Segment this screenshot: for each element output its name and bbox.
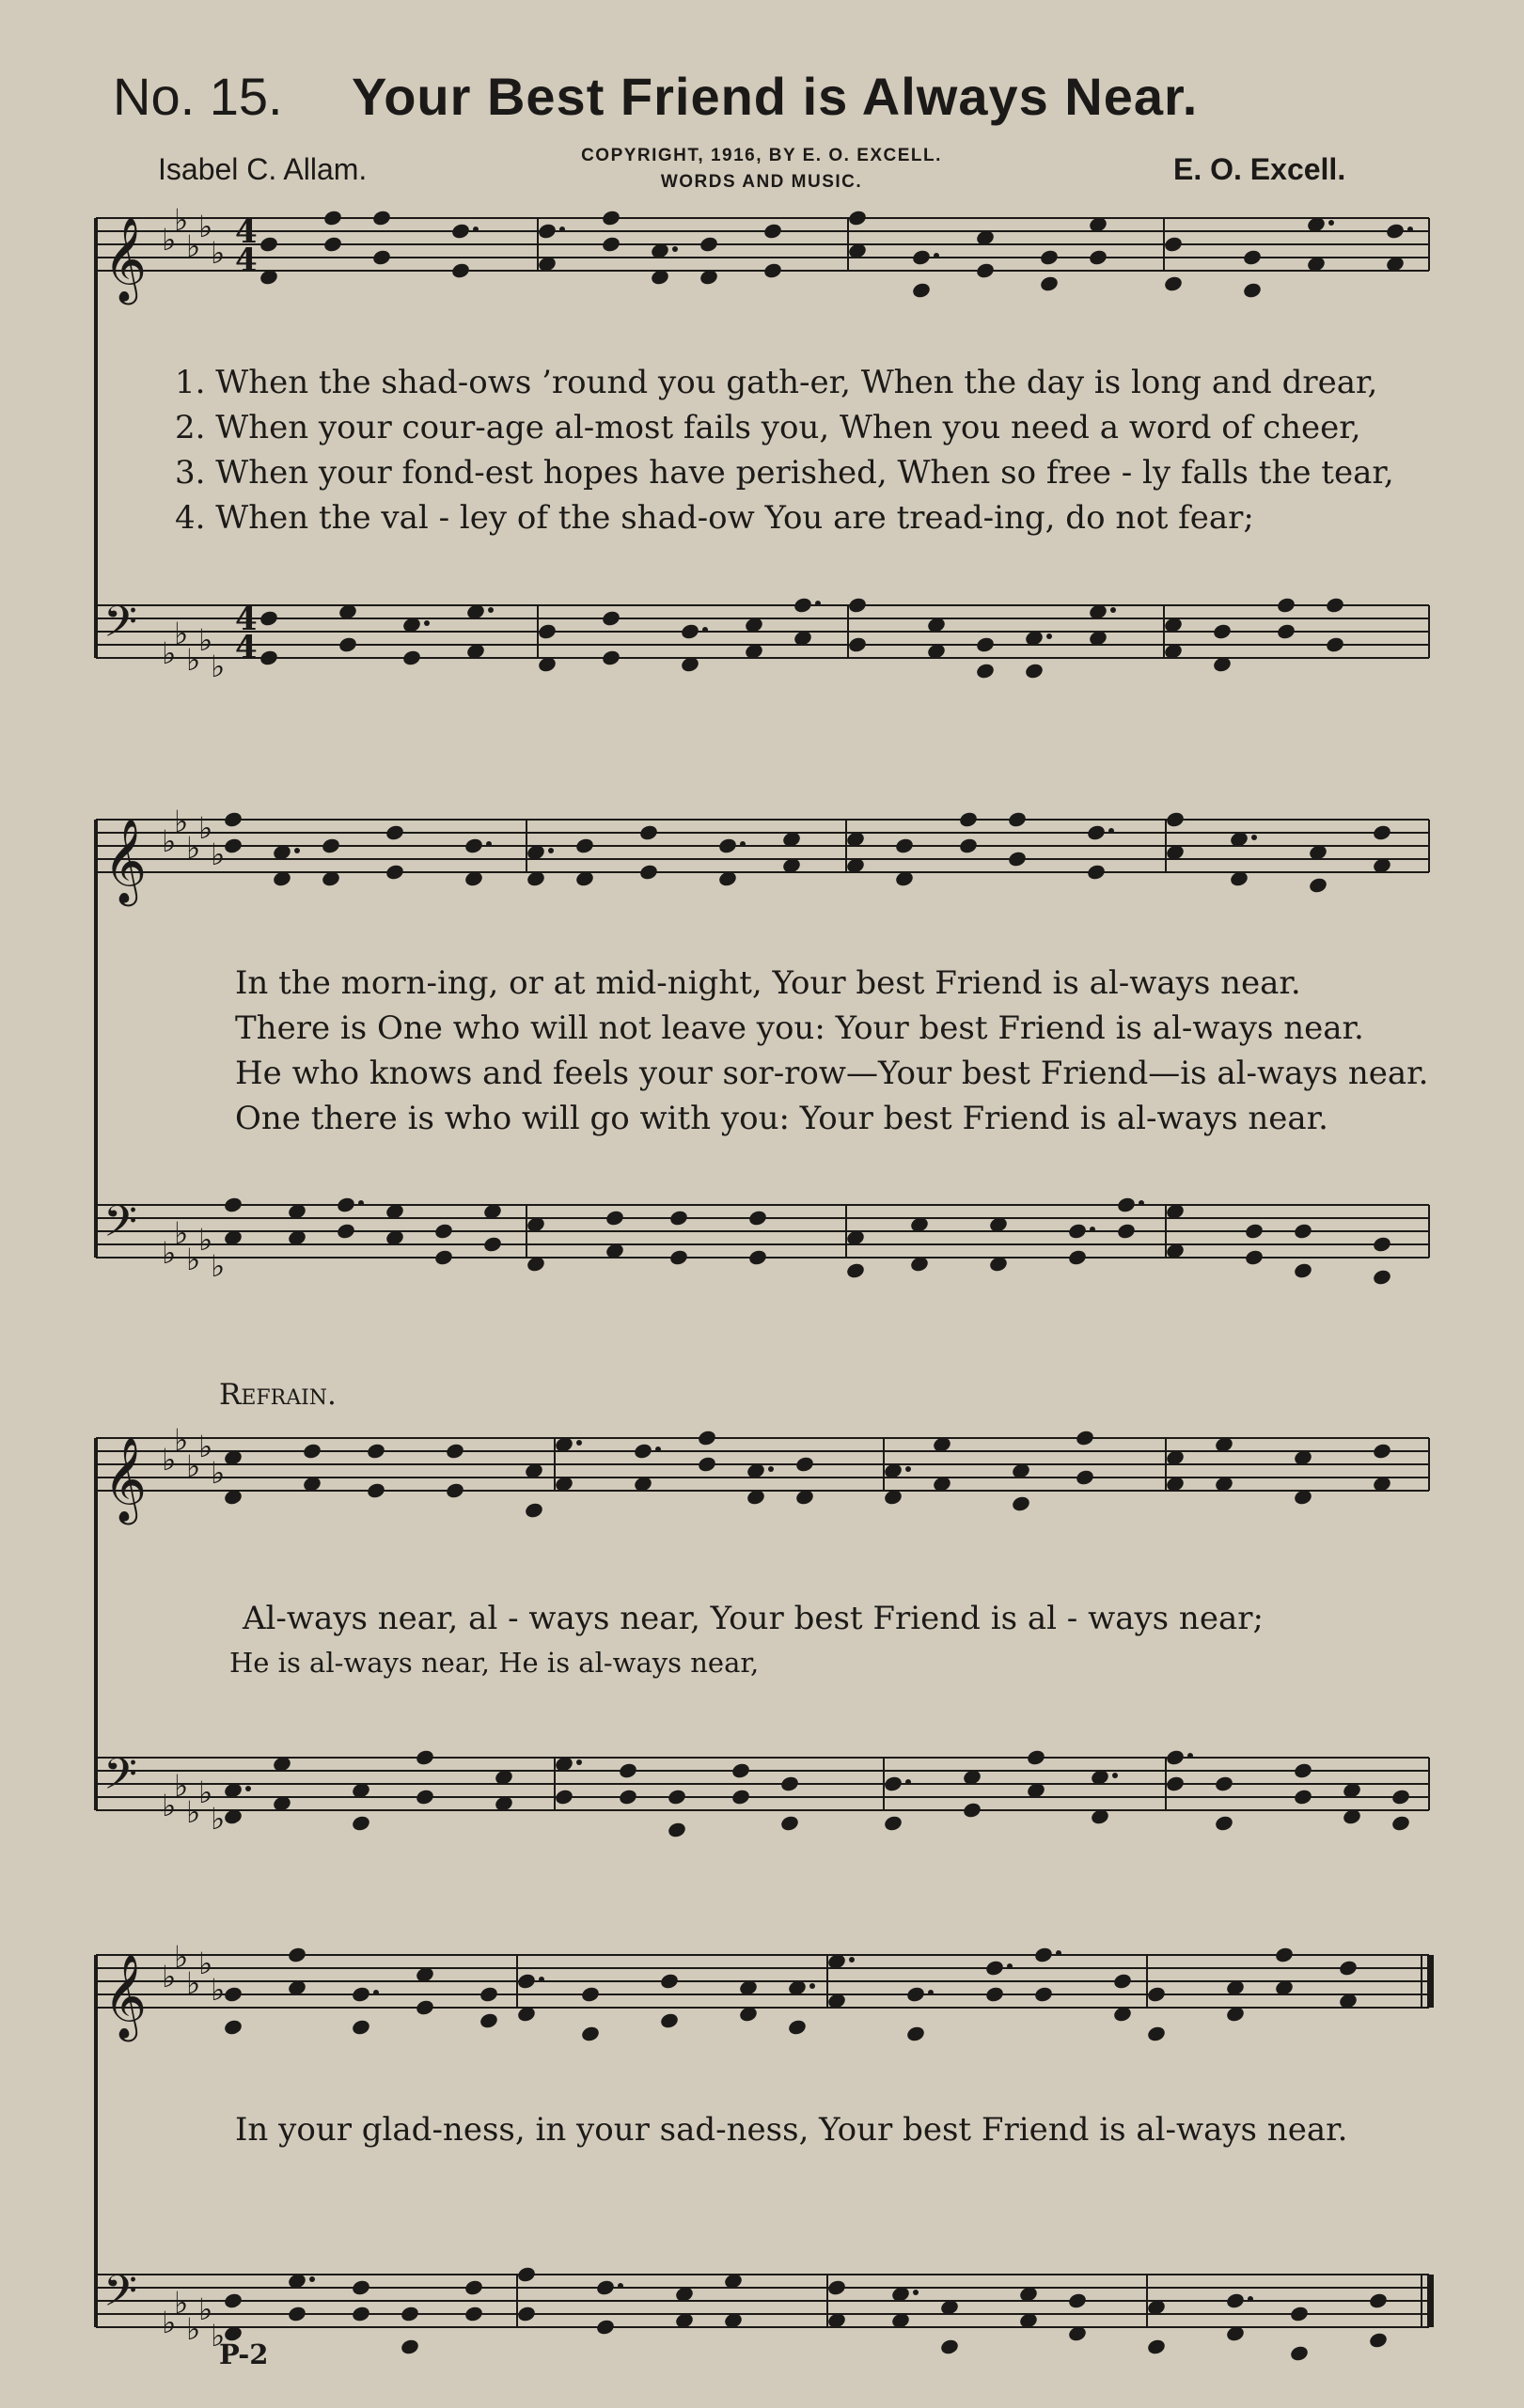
clef-icon: 𝄞 — [103, 819, 148, 903]
note-head — [400, 2338, 420, 2355]
note-head — [779, 1814, 800, 1832]
note-head — [1039, 274, 1060, 292]
note-head — [463, 2278, 484, 2296]
note-head — [351, 2278, 371, 2296]
note-head — [1372, 1442, 1392, 1460]
dot-icon — [1110, 607, 1116, 613]
flat-sign-icon: ♭ — [186, 1242, 201, 1277]
note-head — [1293, 1761, 1313, 1779]
dot-icon — [373, 1990, 379, 1995]
note-head — [601, 235, 621, 253]
dot-icon — [424, 620, 430, 626]
dot-icon — [618, 2283, 623, 2289]
flat-sign-icon: ♭ — [174, 1422, 189, 1458]
flat-sign-icon: ♭ — [162, 1235, 177, 1271]
note-head — [259, 609, 279, 627]
note-head — [223, 2018, 244, 2036]
dot-icon — [1328, 220, 1334, 226]
dot-icon — [473, 227, 479, 232]
dot-icon — [488, 607, 494, 613]
note-head — [1075, 1429, 1095, 1446]
note-head — [847, 209, 868, 227]
note-head — [1146, 2338, 1167, 2355]
note-head — [1244, 1248, 1265, 1266]
note-head — [845, 1261, 866, 1279]
flat-sign-icon: ♭ — [198, 209, 213, 244]
note-head — [302, 1442, 322, 1460]
flat-sign-icon: ♭ — [198, 1222, 213, 1258]
note-head — [223, 1196, 244, 1213]
note-head — [911, 281, 932, 299]
note-head — [351, 1814, 371, 1832]
note-head — [1274, 1946, 1295, 1963]
note-head — [433, 1222, 454, 1240]
note-head — [1276, 622, 1296, 640]
note-head — [516, 2265, 537, 2283]
note-head — [618, 1788, 638, 1806]
note-head — [1007, 810, 1028, 828]
flat-sign-icon: ♭ — [162, 823, 177, 859]
note-head — [336, 1196, 356, 1213]
flat-sign-icon: ♭ — [162, 635, 177, 671]
flat-sign-icon: ♭ — [211, 1455, 226, 1491]
flat-sign-icon: ♭ — [211, 1801, 226, 1837]
dot-icon — [1108, 828, 1114, 834]
dot-icon — [486, 841, 492, 847]
flat-sign-icon: ♭ — [162, 1959, 177, 1994]
flat-sign-icon: ♭ — [198, 1429, 213, 1464]
dot-icon — [809, 1983, 815, 1989]
note-head — [371, 209, 392, 227]
note-head — [605, 1209, 625, 1227]
note-head — [1308, 876, 1328, 894]
note-head — [1325, 596, 1345, 614]
note-head — [618, 1761, 638, 1779]
verse-4-line-1: 4. When the val - ley of the shad-ow You are tread-ing, do not fear; — [175, 499, 1254, 537]
note-head — [322, 235, 343, 253]
note-head — [574, 837, 595, 854]
note-head — [826, 2278, 847, 2296]
flat-sign-icon: ♭ — [174, 1768, 189, 1804]
flat-sign-icon: ♭ — [211, 837, 226, 872]
flat-sign-icon: ♭ — [186, 1965, 201, 2001]
flat-sign-icon: ♭ — [186, 228, 201, 264]
clef-icon: 𝄞 — [103, 1954, 148, 2039]
flat-sign-icon: ♭ — [186, 642, 201, 678]
note-head — [1225, 2291, 1246, 2309]
dot-icon — [1090, 1227, 1095, 1232]
flat-sign-icon: ♭ — [198, 810, 213, 846]
dot-icon — [1007, 1963, 1013, 1969]
clef-icon: 𝄞 — [103, 1437, 148, 1522]
clef-icon: 𝄢 — [103, 1196, 138, 1258]
flat-sign-icon: ♭ — [174, 804, 189, 839]
note-head — [1165, 1748, 1186, 1766]
note-head — [680, 622, 700, 640]
note-head — [223, 2291, 244, 2309]
note-head — [958, 837, 979, 854]
note-head — [883, 1814, 903, 1832]
note-head — [595, 2318, 616, 2336]
dot-icon — [1407, 227, 1413, 232]
note-head — [1244, 1222, 1265, 1240]
note-head — [984, 1959, 1005, 1977]
note-head — [1214, 1814, 1234, 1832]
time-signature-top: 4 — [235, 213, 258, 251]
dot-icon — [768, 1466, 774, 1472]
note-head — [1086, 823, 1107, 841]
note-head — [984, 1985, 1005, 2003]
note-head — [1372, 823, 1392, 841]
note-head — [415, 1748, 435, 1766]
note-head — [1385, 222, 1406, 240]
note-head — [1293, 1222, 1313, 1240]
note-head — [287, 2305, 307, 2322]
flat-sign-icon: ♭ — [186, 1448, 201, 1484]
flat-sign-icon: ♭ — [162, 2305, 177, 2340]
note-head — [1011, 1494, 1031, 1512]
note-head — [847, 635, 868, 653]
note-head — [894, 837, 915, 854]
note-head — [1067, 2291, 1088, 2309]
flat-sign-icon: ♭ — [174, 616, 189, 651]
note-head — [793, 596, 813, 614]
dot-icon — [655, 1446, 661, 1452]
note-head — [667, 1788, 687, 1806]
refrain-label: Refrain. — [219, 1378, 337, 1412]
note-head — [1116, 1222, 1137, 1240]
note-head — [787, 2018, 808, 2036]
note-head — [415, 1998, 435, 2016]
note-head — [668, 1209, 689, 1227]
clef-icon: 𝄢 — [103, 1749, 138, 1810]
note-head — [463, 837, 484, 854]
dot-icon — [1056, 1950, 1061, 1956]
note-head — [1368, 2331, 1389, 2349]
note-head — [450, 261, 471, 279]
note-head — [1007, 850, 1028, 868]
flat-sign-icon: ♭ — [198, 2291, 213, 2327]
flat-sign-icon: ♭ — [174, 2285, 189, 2321]
dot-icon — [1248, 2296, 1253, 2302]
note-head — [554, 1788, 574, 1806]
note-head — [1242, 248, 1263, 266]
flat-sign-icon: ♭ — [174, 1215, 189, 1251]
note-head — [1214, 1775, 1234, 1792]
dot-icon — [559, 227, 565, 232]
hymn-number: No. 15. — [113, 67, 283, 126]
final-bar-line — [1427, 2275, 1434, 2327]
dot-icon — [934, 253, 939, 258]
note-head — [351, 2305, 371, 2322]
note-head — [601, 649, 621, 666]
dot-icon — [294, 848, 300, 853]
refrain-line-2: In your glad-ness, in your sad-ness, Your best Friend is al-ways near. — [235, 2111, 1348, 2149]
note-head — [223, 1985, 244, 2003]
dot-icon — [913, 2290, 919, 2295]
note-head — [1112, 1972, 1133, 1990]
flat-sign-icon: ♭ — [211, 649, 226, 684]
note-head — [1075, 1468, 1095, 1486]
note-head — [322, 209, 343, 227]
note-head — [975, 261, 996, 279]
note-head — [975, 662, 996, 680]
note-head — [911, 248, 932, 266]
flat-sign-icon: ♭ — [211, 2318, 226, 2353]
note-head — [537, 222, 558, 240]
note-head — [1390, 1814, 1411, 1832]
dot-icon — [815, 601, 821, 606]
note-head — [633, 1442, 653, 1460]
flat-sign-icon: ♭ — [174, 1939, 189, 1975]
flat-sign-icon: ♭ — [198, 622, 213, 658]
note-head — [1293, 1788, 1313, 1806]
note-head — [516, 2305, 537, 2322]
time-signature-bottom: 4 — [235, 629, 258, 666]
note-head — [223, 837, 244, 854]
verse-2-line-1: 2. When your cour-age al-most fails you, When you need a word of cheer, — [175, 409, 1361, 446]
note-head — [939, 2338, 960, 2355]
verse-4-line-2: One there is who will go with you: Your best Friend is al-ways near. — [235, 1100, 1328, 1137]
note-head — [697, 1429, 717, 1446]
dot-icon — [1046, 633, 1052, 639]
dot-icon — [702, 627, 708, 633]
note-head — [731, 1761, 751, 1779]
note-head — [747, 1209, 768, 1227]
note-head — [482, 1235, 503, 1253]
note-head — [1163, 235, 1184, 253]
note-head — [762, 261, 783, 279]
note-head — [1067, 1222, 1088, 1240]
dot-icon — [672, 246, 678, 252]
note-head — [668, 1248, 689, 1266]
note-head — [1165, 810, 1186, 828]
note-head — [638, 863, 659, 881]
note-head — [351, 2018, 371, 2036]
note-head — [1390, 1788, 1411, 1806]
note-head — [450, 222, 471, 240]
note-head — [580, 1985, 601, 2003]
note-head — [223, 810, 244, 828]
page-id: P-2 — [219, 2338, 269, 2370]
clef-icon: 𝄢 — [103, 597, 138, 658]
note-head — [479, 2011, 499, 2029]
note-head — [667, 1821, 687, 1838]
note-head — [1116, 1196, 1137, 1213]
note-head — [975, 635, 996, 653]
dot-icon — [576, 1759, 582, 1765]
note-head — [524, 1501, 544, 1519]
flat-sign-icon: ♭ — [198, 1946, 213, 1981]
note-head — [1242, 281, 1263, 299]
dot-icon — [576, 1440, 582, 1446]
note-head — [1165, 1775, 1186, 1792]
note-head — [1146, 1985, 1167, 2003]
note-head — [336, 1222, 356, 1240]
composer: E. O. Excell. — [1173, 152, 1346, 186]
time-signature-bottom: 4 — [235, 242, 258, 279]
dot-icon — [1112, 1773, 1118, 1778]
note-head — [537, 622, 558, 640]
note-head — [445, 1442, 465, 1460]
note-head — [601, 609, 621, 627]
note-head — [351, 1985, 371, 2003]
note-head — [371, 248, 392, 266]
note-head — [1039, 248, 1060, 266]
note-head — [1368, 2291, 1389, 2309]
note-head — [1088, 248, 1108, 266]
flat-sign-icon: ♭ — [186, 1794, 201, 1830]
note-head — [762, 222, 783, 240]
note-head — [1146, 2025, 1167, 2042]
note-head — [1024, 662, 1045, 680]
note-head — [1293, 1261, 1313, 1279]
note-head — [747, 1248, 768, 1266]
note-head — [962, 1801, 982, 1819]
dot-icon — [905, 1466, 911, 1472]
note-head — [659, 2011, 680, 2029]
note-head — [400, 2305, 420, 2322]
dot-icon — [245, 1786, 251, 1791]
note-head — [321, 837, 341, 854]
note-head — [1325, 635, 1345, 653]
note-head — [1086, 863, 1107, 881]
flat-sign-icon: ♭ — [211, 1972, 226, 2008]
note-head — [287, 1946, 307, 1963]
note-head — [717, 837, 738, 854]
note-head — [1212, 622, 1233, 640]
flat-sign-icon: ♭ — [211, 1248, 226, 1284]
verse-3-line-2: He who knows and feels your sor-row—Your best Friend—is al-ways near. — [235, 1055, 1429, 1092]
note-head — [601, 209, 621, 227]
note-head — [1289, 2344, 1310, 2362]
note-head — [1067, 1248, 1088, 1266]
note-head — [415, 1788, 435, 1806]
flat-sign-icon: ♭ — [162, 1442, 177, 1478]
dot-icon — [358, 1200, 364, 1206]
dot-icon — [309, 2276, 315, 2282]
note-head — [401, 649, 422, 666]
dot-icon — [905, 1779, 911, 1785]
refrain-echo-line: He is al-ways near, He is al-ways near, — [229, 1647, 760, 1679]
author: Isabel C. Allam. — [158, 152, 368, 186]
note-head — [580, 2025, 601, 2042]
note-head — [366, 1442, 386, 1460]
note-head — [638, 823, 659, 841]
note-head — [1163, 274, 1184, 292]
note-head — [259, 649, 279, 666]
refrain-line-1: Al-ways near, al - ways near, Your best Friend is al - ways near; — [243, 1600, 1264, 1637]
flat-sign-icon: ♭ — [174, 202, 189, 238]
note-head — [516, 1972, 537, 1990]
dot-icon — [539, 1977, 544, 1982]
dot-icon — [548, 848, 554, 853]
note-head — [433, 1248, 454, 1266]
clef-icon: 𝄞 — [103, 217, 148, 302]
note-head — [883, 1775, 903, 1792]
flat-sign-icon: ♭ — [211, 235, 226, 271]
dot-icon — [740, 841, 746, 847]
note-head — [366, 1481, 386, 1499]
note-head — [385, 863, 405, 881]
note-head — [1338, 1959, 1359, 1977]
dot-icon — [928, 1990, 934, 1995]
note-head — [731, 1788, 751, 1806]
note-head — [445, 1481, 465, 1499]
dot-icon — [1187, 1753, 1193, 1759]
note-head — [905, 2025, 926, 2042]
note-head — [958, 810, 979, 828]
clef-icon: 𝄢 — [103, 2266, 138, 2327]
flat-sign-icon: ♭ — [162, 222, 177, 258]
verse-1-line-2: In the morn-ing, or at mid-night, Your best Friend is al-ways near. — [235, 964, 1301, 1002]
note-head — [659, 1972, 680, 1990]
note-head — [1033, 1946, 1054, 1963]
flat-sign-icon: ♭ — [186, 2311, 201, 2347]
note-head — [1033, 1985, 1054, 2003]
note-head — [847, 596, 868, 614]
note-head — [385, 823, 405, 841]
flat-sign-icon: ♭ — [186, 830, 201, 866]
note-head — [794, 1455, 815, 1473]
verse-2-line-2: There is One who will not leave you: Your best Friend is al-ways near. — [235, 1009, 1364, 1047]
note-head — [259, 235, 279, 253]
note-head — [905, 1985, 926, 2003]
note-head — [1289, 2305, 1310, 2322]
flat-sign-icon: ♭ — [198, 1775, 213, 1810]
note-head — [1372, 1235, 1392, 1253]
note-head — [1026, 1748, 1046, 1766]
note-head — [595, 2278, 616, 2296]
hymn-title: Your Best Friend is Always Near. — [352, 67, 1199, 126]
copyright-line: COPYRIGHT, 1916, BY E. O. EXCELL. — [581, 146, 942, 165]
dot-icon — [1139, 1200, 1144, 1206]
verse-3-line-1: 3. When your fond-est hopes have perished, When so free - ly falls the tear, — [175, 454, 1394, 492]
note-head — [699, 235, 719, 253]
verse-1-line-1: 1. When the shad-ows ’round you gath-er, When the day is long and drear, — [175, 364, 1378, 401]
note-head — [463, 2305, 484, 2322]
final-bar-line — [1427, 1955, 1434, 2008]
note-head — [338, 635, 358, 653]
time-signature-top: 4 — [235, 601, 258, 638]
flat-sign-icon: ♭ — [162, 1788, 177, 1823]
note-head — [479, 1985, 499, 2003]
note-head — [779, 1775, 800, 1792]
note-head — [1276, 596, 1296, 614]
dot-icon — [849, 1957, 855, 1962]
dot-icon — [1251, 835, 1257, 840]
note-head — [697, 1455, 717, 1473]
note-head — [1372, 1268, 1392, 1286]
copyright-subline: WORDS AND MUSIC. — [660, 172, 863, 192]
